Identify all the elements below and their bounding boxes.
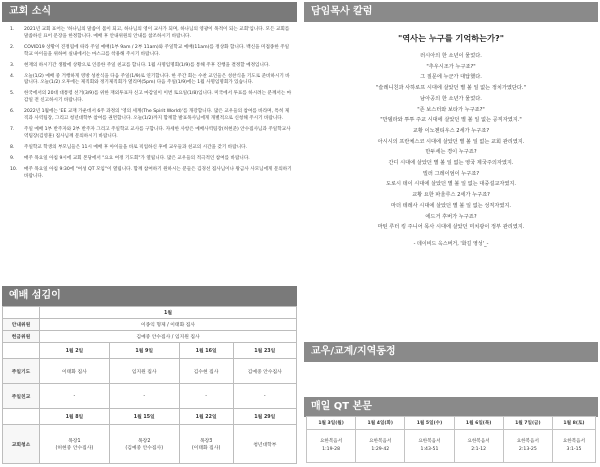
fellowship-label: 주일친교	[3, 384, 40, 409]
column-line: "슬레니친과 사하로프 시대에 살았던 별 볼 일 없는 정치가였단다."	[376, 85, 526, 92]
table-row	[3, 359, 297, 384]
notices-header: 교회 소식	[2, 2, 297, 22]
usher-label: 안내위원	[3, 319, 40, 331]
table-row	[307, 417, 596, 430]
qt-verses: 2:13-25	[518, 447, 537, 452]
notice-item	[8, 167, 295, 181]
worship-servers-header: 예배 섬김이	[2, 286, 297, 306]
notice-text: COVID19 상황이 진정됨에 따라 주일 예배(1부 9am / 2부 11am)와 주일학교 예배(11am)를 정상화 합니다. 백신을 미접종한 주일학교 아이들을 위하여 실내에서는 마스크를 착용해 주시기 바랍니다.	[24, 44, 290, 57]
cleaning-cell	[179, 425, 233, 464]
qt-day-cell: 1월 8(토)	[552, 417, 595, 430]
prayer-cell: 이태화 집사	[39, 359, 109, 384]
notice-number: 7.	[10, 126, 15, 132]
qt-verses: 1:29-42	[371, 447, 390, 452]
usher-value: 이종익 형제 / 이태화 집사	[39, 319, 296, 331]
pastor-column	[304, 26, 598, 336]
column-line: "추우시조가 누구죠?"	[426, 63, 476, 70]
notice-number: 3.	[10, 62, 15, 68]
table-row	[3, 409, 297, 425]
table-row	[3, 384, 297, 409]
qt-reading-cell	[307, 430, 356, 463]
notice-text: 2022년 1월에는 'EE 교재 가운데서 6주 과정의 '영의 세계(The Spirit World)'를 개강합니다. 많은 교우들의 참여를 바라며, 특히 제직과 사역팀장, 그리고 청년대학부 참여를 권면합니다. 오늘(1/2)까지 함께할 발표목사님에게 개별적으로 신청해 주시기 바랍니다.	[24, 109, 290, 122]
date-cell: 1월 23일	[233, 343, 296, 359]
date-cell: 1월 8일	[39, 409, 109, 425]
corner-cell	[3, 409, 40, 425]
date-cell: 1월 22일	[179, 409, 233, 425]
cleaning-leader: (이태화 집사)	[191, 446, 221, 451]
notice-text: 주일 예배 1부 반주자와 2부 반주자 그리고 주일학교 교사를 구합니다. 자세한 사항은 예배사역팀장(허현준) 안수집사님과 주일학교사역팀장(김영훈) 집사님께 문의하시기 바랍니다.	[24, 126, 291, 139]
cleaning-leader: (허현중 안수집사)	[55, 446, 94, 451]
prayer-cell: 임지원 집사	[109, 359, 179, 384]
qt-book: 요한복음서	[516, 439, 539, 444]
notice-item	[8, 63, 295, 70]
column-line: "만델라와 투투 주교 시대에 살았던 별 볼 일 없는 공직자였지."	[380, 117, 522, 124]
column-line: 도로시 데이 시대에 살았던 별 볼 일 없는 대중설교자였지.	[385, 181, 517, 188]
notice-item	[8, 27, 295, 41]
cleaning-group: 목장1	[68, 439, 81, 444]
qt-day-cell: 1월 5일(수)	[405, 417, 454, 430]
table-row	[3, 319, 297, 331]
notice-text: 2021년 교회 표어는 '하나님의 말씀이 몸이 되고, 하나님의 영이 교사가 되며, 하나님의 영광이 목적이 되는 교회'입니다. 모든 교회를 말씀하신 표어 문장을 한정합니다. 예배 후 안내위원의 안내를 참조하시기 바랍니다.	[24, 27, 290, 39]
fellowship-cell: -	[39, 384, 109, 409]
cleaning-cell	[109, 425, 179, 464]
notice-list	[8, 27, 295, 184]
corner-cell	[3, 307, 40, 319]
congregation-news-header: 교우/교계/지역동정	[304, 342, 598, 362]
corner-cell	[3, 343, 40, 359]
notice-text: 주일학교 학생의 부모님들은 11시 예배 후 아이들을 바로 픽업하신 후에 교우들과 친교의 시간을 갖기 바랍니다.	[24, 144, 248, 150]
qt-book: 요한복음서	[562, 439, 586, 444]
daily-qt-table	[306, 416, 596, 463]
notice-number: 2.	[10, 44, 15, 50]
qt-reading-cell	[405, 430, 454, 463]
qt-reading-cell	[356, 430, 405, 463]
offering-value: 김예중 안수집사 / 임지원 집사	[39, 331, 296, 343]
fellowship-cell: -	[233, 384, 296, 409]
qt-book: 요한복음서	[418, 439, 441, 444]
cleaning-leader: (김예중 안수집사)	[125, 446, 164, 451]
notice-item	[8, 127, 295, 141]
date-cell: 1월 9일	[109, 343, 179, 359]
notice-number: 9.	[10, 155, 15, 161]
daily-qt-header: 매일 QT 본문	[304, 397, 598, 417]
month-label: 1월	[39, 307, 296, 319]
column-line: 마틴 루터 킹 주니어 목사 시대에 살았던 미치광이 정부 관리였지.	[377, 224, 525, 231]
column-line: 간디 시대에 살았던 별 볼 일 없는 영국 제국주의자였지.	[388, 160, 514, 167]
fellowship-cell: -	[109, 384, 179, 409]
qt-book: 요한복음서	[467, 439, 490, 444]
notice-item	[8, 156, 295, 163]
prayer-cell: 김수현 집사	[179, 359, 233, 384]
notice-number: 1.	[10, 27, 15, 32]
column-line: 에드거 후버가 누구죠?	[425, 213, 477, 220]
offering-label: 헌금위원	[3, 331, 40, 343]
cleaning-label: 교회청소	[3, 425, 40, 464]
date-cell: 1월 15일	[109, 409, 179, 425]
table-row	[3, 343, 297, 359]
qt-verses: 3:1-15	[566, 447, 582, 452]
notice-item	[8, 45, 295, 59]
notice-item	[8, 91, 295, 105]
table-row	[3, 307, 297, 319]
qt-verses: 1:43-51	[420, 447, 439, 452]
date-cell: 1월 16일	[179, 343, 233, 359]
cleaning-group: 청년대학부	[253, 442, 277, 448]
table-row	[3, 331, 297, 343]
notice-number: 8.	[10, 144, 15, 150]
notice-number: 4.	[10, 73, 15, 79]
qt-day-cell: 1월 4일(화)	[356, 417, 405, 430]
notice-text: 오늘(1/2) 예배 중 거행하게 영방 성찬식을 다음 주일(1/9)로 연기합니다. 한 주간 회는 수찬 교인들은 성찬식을 기도로 준비하시기 바랍니다. 오늘(1/2) 오후에는 제직회와 정기제직회가 열리며(5pm) 다음 주일(1/9)에는 1월 사명임명회가 있습니다.	[24, 73, 290, 86]
date-cell: 1월 29일	[233, 409, 296, 425]
qt-day-cell: 1월 7일(금)	[503, 417, 552, 430]
column-line: 교황 요한 파울루스 2세가 누구죠?	[412, 192, 490, 199]
column-line: 만두세는 경이 누구죠?	[425, 149, 477, 156]
qt-book: 요한복음서	[319, 439, 343, 444]
column-line: 마더 테레사 시대에 살았던 별 볼 일 없는 성직자였지.	[390, 202, 512, 209]
notice-text: 한국에서의 20대 대통령 선거(3/9)를 위한 재외투표자 신고 마감일이 이번 토요일(1/8)입니다. 미국에서 투표를 하시려는 분께서는 마감일 전 신고하시기 바랍니다.	[24, 91, 292, 104]
cleaning-group: 목장2	[138, 439, 151, 444]
prayer-label: 주일기도	[3, 359, 40, 384]
notice-text: 매주 목요일 아침 9시에 교회 본당에서 "요요 여정 기도회"가 열립니다. 많은 교우들의 적극적인 참여를 바랍니다.	[24, 155, 250, 161]
column-line: 교황 이노첸티우스 2세가 누구죠?	[412, 127, 490, 134]
column-line: 남아공의 한 소년가 물었다.	[420, 95, 482, 102]
notice-number: 10.	[10, 166, 18, 172]
cleaning-cell	[39, 425, 109, 464]
notice-text: 현재의 하시기간 생활에 상황으로 인증한 주일 친교를 합니다. 1월 사명임명회(1/9)를 통해 주후 진행을 결정할 예정입니다.	[24, 62, 270, 68]
column-line: 러시아의 한 소년이 물었다.	[420, 53, 482, 59]
qt-day-cell: 1월 3일(월)	[307, 417, 356, 430]
cleaning-cell	[233, 425, 296, 464]
column-line: 아시시의 프란체스코 시대에 살았던 별 볼 일 없는 교회 관리였지.	[377, 138, 525, 145]
qt-reading-cell	[503, 430, 552, 463]
column-line: 그 질문에 누군가 대답했다.	[420, 74, 482, 81]
column-line: 빌러 그레이엄이 누구죠?	[422, 170, 480, 177]
column-title: "역사는 누구를 기억하는가?"	[398, 33, 504, 43]
qt-book: 요한복음서	[369, 439, 392, 444]
table-row	[307, 430, 596, 463]
qt-reading-cell	[552, 430, 595, 463]
cleaning-group: 목장3	[199, 439, 213, 444]
notice-number: 6.	[10, 109, 15, 115]
prayer-cell: 김예중 안수집사	[233, 359, 296, 384]
fellowship-cell: -	[179, 384, 233, 409]
pastor-column-header: 담임목사 칼럼	[304, 2, 598, 22]
notice-item	[8, 109, 295, 123]
qt-reading-cell	[454, 430, 503, 463]
date-cell: 1월 2일	[39, 343, 109, 359]
qt-day-cell: 1월 6일(목)	[454, 417, 503, 430]
notice-number: 5.	[10, 91, 15, 97]
table-row	[3, 425, 297, 464]
column-source: - 데이비드 옥스버거, '화길 영성'_-	[413, 240, 489, 247]
qt-verses: 1:19-28	[322, 447, 340, 452]
worship-servers-table	[2, 306, 297, 464]
column-line: "존 보스터와 보타가 누구죠?"	[417, 106, 485, 113]
notice-item	[8, 74, 295, 88]
notice-text: 매주 목요일 아침 9:30에 "여성 QT 모임"이 열립니다. 함께 참여하기 원하시는 분들은 김경선 집사님이나 왕금사 사모님에게 문의하기 바랍니다.	[24, 166, 292, 179]
notice-item	[8, 145, 295, 152]
qt-verses: 2:1-12	[471, 447, 487, 452]
